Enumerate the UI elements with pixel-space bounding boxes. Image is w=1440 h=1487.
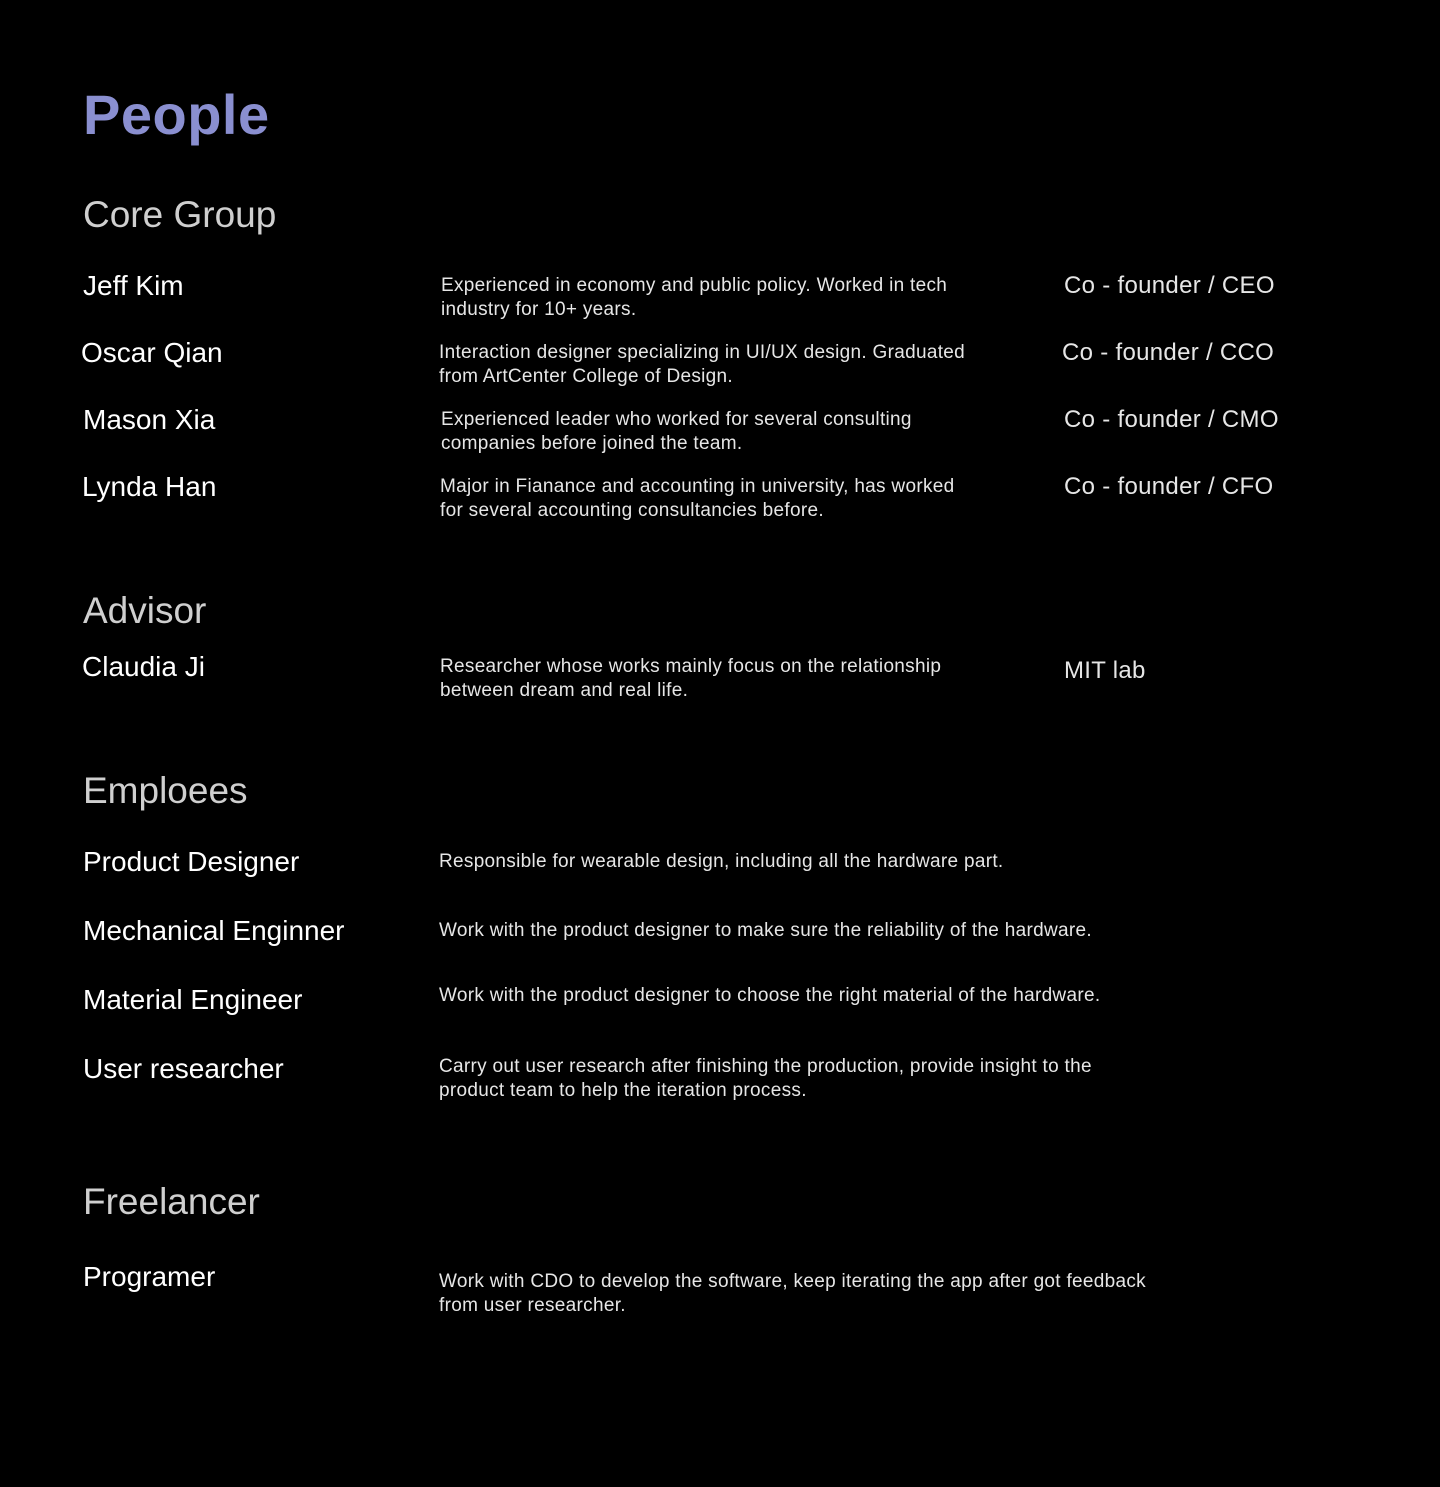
role-name: Material Engineer <box>83 984 303 1015</box>
section-title-freelancer: Freelancer <box>83 1181 260 1222</box>
person-name: Lynda Han <box>82 471 217 502</box>
description-line: for several accounting consultancies before. <box>440 500 824 521</box>
role-name: Product Designer <box>83 846 300 877</box>
section-title-core-group: Core Group <box>83 194 277 235</box>
page-title: People <box>83 83 270 146</box>
person-description <box>441 408 912 456</box>
person-role: MIT lab <box>1064 657 1146 684</box>
description-line: companies before joined the team. <box>441 433 743 454</box>
person-name: Mason Xia <box>83 404 216 435</box>
description-line: Work with CDO to develop the software, keep iterating the app after got feedback <box>439 1271 1146 1292</box>
person-name: Jeff Kim <box>83 270 184 301</box>
section-title-employees: Emploees <box>83 770 248 811</box>
description-line: Responsible for wearable design, including all the hardware part. <box>439 851 1004 872</box>
description-line: between dream and real life. <box>440 680 689 701</box>
description-line: Carry out user research after finishing the production, provide insight to the <box>439 1056 1092 1077</box>
person-name: Oscar Qian <box>81 337 223 368</box>
person-description <box>440 655 941 703</box>
description-line: industry for 10+ years. <box>441 299 637 320</box>
role-name: User researcher <box>83 1053 284 1084</box>
description-line: Interaction designer specializing in UI/UX design. Graduated <box>439 342 966 363</box>
description-line: Work with the product designer to make sure the reliability of the hardware. <box>439 920 1092 941</box>
role-name: Programer <box>83 1261 216 1292</box>
section-title-advisor: Advisor <box>83 590 207 631</box>
description-line: product team to help the iteration process. <box>439 1080 807 1101</box>
person-description <box>439 341 965 389</box>
role-name: Mechanical Enginner <box>83 915 345 946</box>
description-line: Experienced in economy and public policy. Worked in tech <box>441 275 948 296</box>
person-role: Co - founder / CCO <box>1062 339 1275 366</box>
description-line: from ArtCenter College of Design. <box>439 366 733 387</box>
person-role: Co - founder / CEO <box>1064 272 1275 299</box>
role-description <box>439 984 1100 1008</box>
person-role: Co - founder / CMO <box>1064 406 1279 433</box>
role-description <box>439 850 1004 874</box>
role-description <box>439 919 1092 943</box>
description-line: Work with the product designer to choose the right material of the hardware. <box>439 985 1101 1006</box>
person-role: Co - founder / CFO <box>1064 473 1274 500</box>
role-description <box>439 1055 1092 1103</box>
description-line: Researcher whose works mainly focus on the relationship <box>440 656 942 677</box>
description-line: Experienced leader who worked for several consulting <box>441 409 912 430</box>
person-name: Claudia Ji <box>82 651 205 682</box>
description-line: Major in Fianance and accounting in university, has worked <box>440 476 955 497</box>
description-line: from user researcher. <box>439 1295 626 1316</box>
person-description <box>441 274 947 322</box>
person-description <box>440 475 954 523</box>
role-description <box>439 1270 1146 1318</box>
